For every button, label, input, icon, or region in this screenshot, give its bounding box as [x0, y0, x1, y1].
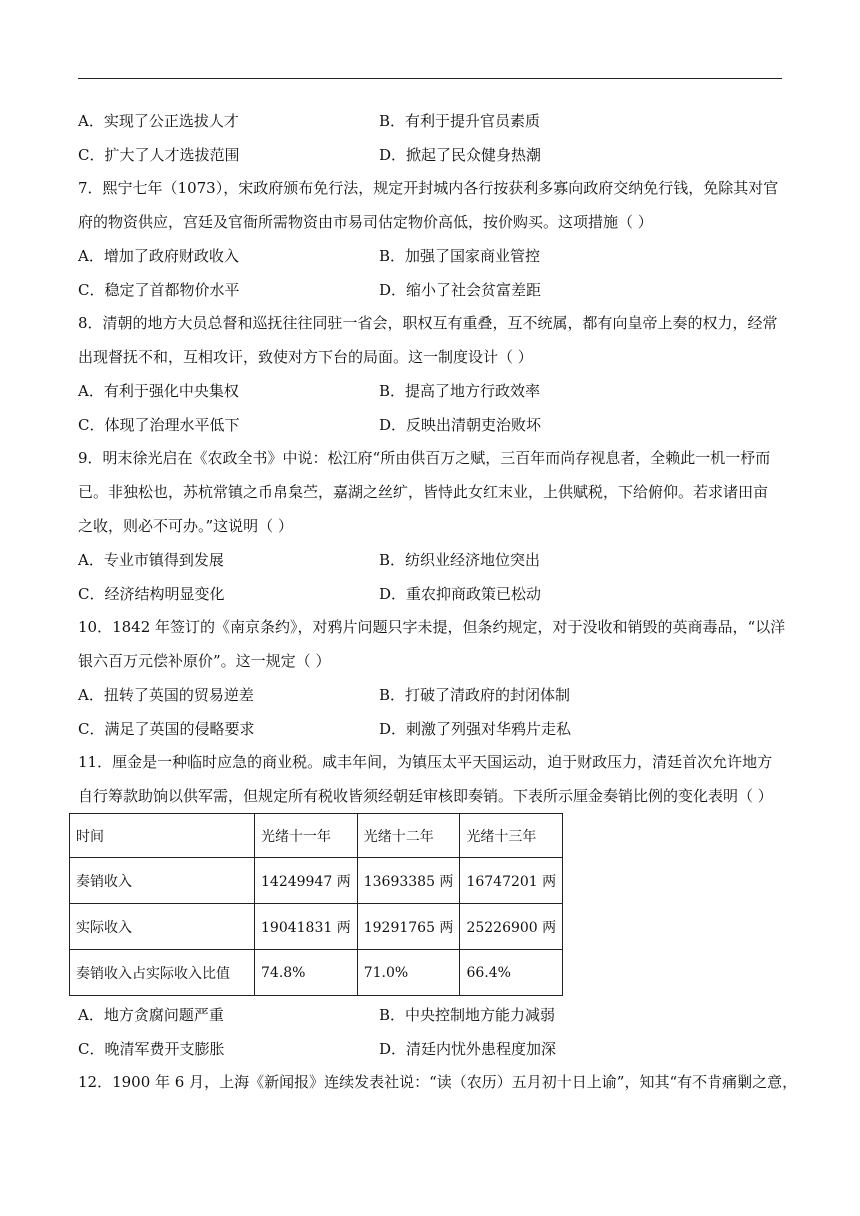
q6-option-b[interactable]: B．有利于提升官员素质 [379, 112, 541, 130]
table-cell: 16747201 两 [460, 858, 563, 904]
table-cell: 66.4% [460, 950, 563, 996]
table-cell: 奏销收入占实际收入比值 [70, 950, 255, 996]
q8-option-b[interactable]: B．提高了地方行政效率 [379, 382, 541, 400]
q11-option-b[interactable]: B．中央控制地方能力减弱 [379, 1006, 556, 1024]
q10-stem-line-2: 银六百万元偿补原价”。这一规定（ ） [78, 652, 331, 670]
q11-stem-line-1: 11．厘金是一种临时应急的商业税。咸丰年间，为镇压太平天国运动，迫于财政压力，清廷首次允许地方 [78, 753, 773, 771]
table-header-row [70, 814, 563, 858]
table-cell: 19291765 两 [357, 904, 460, 950]
table-cell: 14249947 两 [255, 858, 358, 904]
q7-option-c[interactable]: C．稳定了首都物价水平 [78, 281, 240, 299]
q6-option-d[interactable]: D．掀起了民众健身热潮 [379, 146, 542, 164]
table-cell: 奏销收入 [70, 858, 255, 904]
q9-option-c[interactable]: C．经济结构明显变化 [78, 585, 225, 603]
q12-stem-line-1: 12．1900 年 6 月，上海《新闻报》连续发表社说：“读（农历）五月初十日上谕”，知其“有不肯痛剿之意， [78, 1073, 798, 1091]
table-cell: 74.8% [255, 950, 358, 996]
header-rule [78, 78, 782, 79]
q7-option-a[interactable]: A．增加了政府财政收入 [78, 247, 239, 265]
q10-option-b[interactable]: B．打破了清政府的封闭体制 [379, 686, 571, 704]
q10-option-c[interactable]: C．满足了英国的侵略要求 [78, 720, 255, 738]
q6-option-c[interactable]: C．扩大了人才选拔范围 [78, 146, 240, 164]
q10-option-d[interactable]: D．刺激了列强对华鸦片走私 [379, 720, 572, 738]
q11-option-a[interactable]: A．地方贪腐问题严重 [78, 1006, 224, 1024]
table-cell: 13693385 两 [357, 858, 460, 904]
q7-stem-line-2: 府的物资供应，宫廷及官衙所需物资由市易司估定物价高低，按价购买。这项措施（ ） [78, 213, 653, 231]
table-header-cell: 光绪十三年 [460, 814, 563, 858]
table-header-cell: 光绪十二年 [357, 814, 460, 858]
q7-stem-line-1: 7．熙宁七年（1073），宋政府颁布免行法，规定开封城内各行按获利多寡向政府交纳免行钱，免除其对官 [78, 179, 779, 197]
q9-option-b[interactable]: B．纺织业经济地位突出 [379, 551, 541, 569]
table-cell: 19041831 两 [255, 904, 358, 950]
q6-option-a[interactable]: A．实现了公正选拔人才 [78, 112, 239, 130]
table-row [70, 904, 563, 950]
q9-option-d[interactable]: D．重农抑商政策已松动 [379, 585, 542, 603]
q8-stem-line-2: 出现督抚不和，互相攻讦，致使对方下台的局面。这一制度设计（ ） [78, 348, 533, 366]
q11-option-d[interactable]: D．清廷内忧外患程度加深 [379, 1040, 557, 1058]
q8-option-a[interactable]: A．有利于强化中央集权 [78, 382, 239, 400]
table-cell: 71.0% [357, 950, 460, 996]
q10-option-a[interactable]: A．扭转了英国的贸易逆差 [78, 686, 254, 704]
table-header-cell: 时间 [70, 814, 255, 858]
q9-stem-line-3: 之收，则必不可办。”这说明（ ） [78, 517, 293, 535]
q10-stem-line-1: 10．1842 年签订的《南京条约》，对鸦片问题只字未提，但条约规定，对于没收和销毁的英商毒品，“以洋 [78, 618, 786, 636]
table-header-cell: 光绪十一年 [255, 814, 358, 858]
table-cell: 25226900 两 [460, 904, 563, 950]
q7-option-b[interactable]: B．加强了国家商业管控 [379, 247, 541, 265]
q8-option-d[interactable]: D．反映出清朝吏治败坏 [379, 416, 542, 434]
q7-option-d[interactable]: D．缩小了社会贫富差距 [379, 281, 542, 299]
q9-stem-line-1: 9．明末徐光启在《农政全书》中说：松江府“所由供百万之赋，三百年而尚存视息者，全赖此一机一杼而 [78, 449, 771, 467]
lijin-table [69, 813, 563, 996]
q8-option-c[interactable]: C．体现了治理水平低下 [78, 416, 240, 434]
q11-stem-line-2: 自行筹款助饷以供军需，但规定所有税收皆须经朝廷审核即奏销。下表所示厘金奏销比例的变化表明（ ） [78, 787, 773, 805]
q11-option-c[interactable]: C．晚清军费开支膨胀 [78, 1040, 225, 1058]
table-cell: 实际收入 [70, 904, 255, 950]
q9-stem-line-2: 已。非独松也，苏杭常镇之币帛枲苎，嘉湖之丝纩，皆恃此女红末业，上供赋税，下给俯仰。若求诸田亩 [78, 483, 769, 501]
q9-option-a[interactable]: A．专业市镇得到发展 [78, 551, 224, 569]
q8-stem-line-1: 8．清朝的地方大员总督和巡抚往往同驻一省会，职权互有重叠，互不统属，都有向皇帝上奏的权力，经常 [78, 314, 778, 332]
table-row [70, 950, 563, 996]
table-row [70, 858, 563, 904]
